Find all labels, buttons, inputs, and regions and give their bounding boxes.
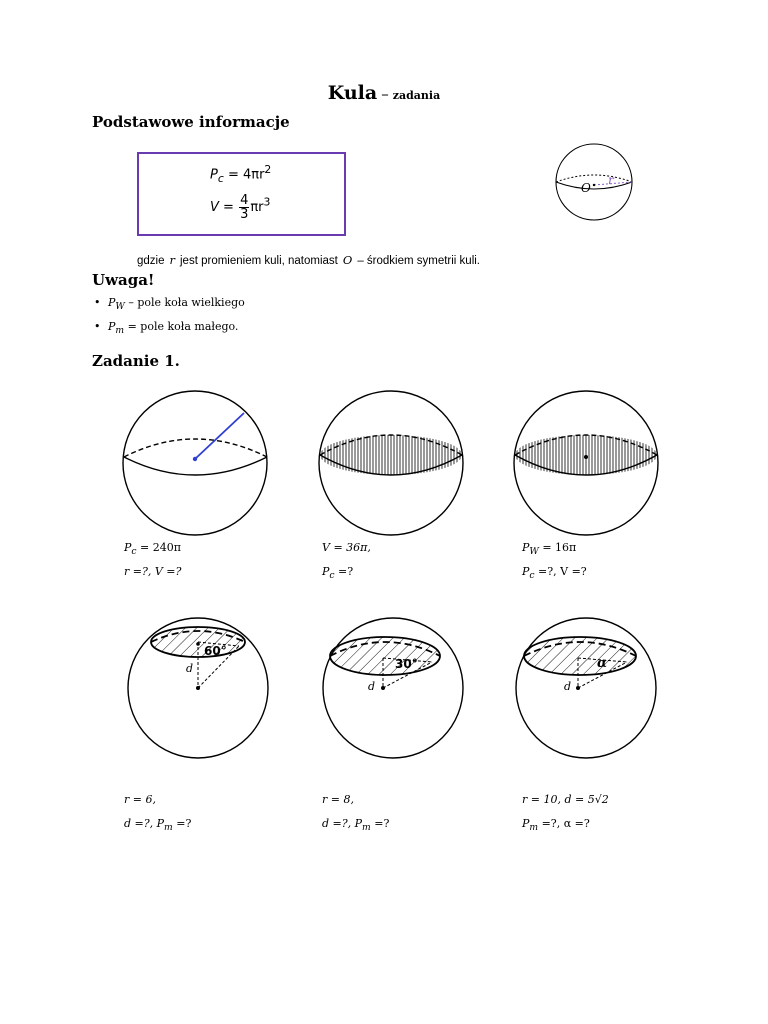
d-label: d bbox=[368, 680, 376, 693]
formula-volume bbox=[210, 194, 270, 221]
title-sub: zadania bbox=[392, 89, 441, 102]
cap-line2a: d =?, P bbox=[124, 817, 165, 830]
task-caption-5a bbox=[322, 793, 354, 806]
list-item bbox=[108, 296, 245, 312]
task-caption-5b bbox=[322, 817, 389, 833]
cap-line1: r = 10, d = 5√2 bbox=[522, 793, 609, 806]
note-symbol: P bbox=[108, 296, 116, 309]
task-caption-3b bbox=[522, 565, 587, 581]
note-text: = pole koła małego. bbox=[124, 320, 239, 333]
pc-rhs: = 4πr bbox=[223, 167, 265, 183]
cap-line1: r = 6, bbox=[124, 793, 156, 806]
note-symbol: P bbox=[108, 320, 116, 333]
task-caption-4b bbox=[124, 817, 191, 833]
task-caption-2b bbox=[322, 565, 353, 581]
cap-line1: V = 36π, bbox=[322, 541, 371, 554]
d-label: d bbox=[564, 680, 572, 693]
cap-rest: =? bbox=[334, 565, 354, 578]
task-caption-3a bbox=[522, 541, 576, 557]
cap-sym: P bbox=[522, 541, 530, 554]
angle-label: α bbox=[597, 656, 608, 671]
cap-sub: m bbox=[362, 822, 371, 834]
definition-line bbox=[137, 253, 480, 267]
definition-var-o: O bbox=[342, 253, 353, 267]
cap-sym: P bbox=[322, 565, 330, 578]
v-exponent: 3 bbox=[263, 195, 271, 209]
cap-sub: c bbox=[529, 570, 535, 582]
definition-before: gdzie bbox=[137, 255, 165, 267]
pc-subscript: c bbox=[217, 171, 224, 185]
note-subscript: W bbox=[115, 301, 125, 313]
note-subscript: m bbox=[115, 325, 125, 337]
cap-sym: P bbox=[124, 541, 132, 554]
cap-sub: m bbox=[164, 822, 173, 834]
task1-figure-1 bbox=[122, 389, 270, 537]
diagram-label-r: r bbox=[608, 173, 614, 187]
cap-sub: c bbox=[329, 570, 335, 582]
task1-figure-6 bbox=[513, 620, 658, 758]
cap-rest: = 240π bbox=[136, 541, 181, 554]
task-caption-1b bbox=[124, 565, 181, 578]
v-denominator: 3 bbox=[240, 207, 249, 222]
task-caption-2a bbox=[322, 541, 371, 554]
cap-line1: r = 8, bbox=[322, 793, 354, 806]
cap-line2b: =?, α =? bbox=[538, 817, 590, 830]
cap-sym: P bbox=[522, 565, 530, 578]
cap-sub: m bbox=[529, 822, 539, 834]
cap-line2a: d =?, P bbox=[322, 817, 363, 830]
definition-middle: jest promieniem kuli, natomiast bbox=[180, 255, 338, 267]
cap-line2b: =? bbox=[172, 817, 192, 830]
v-rhs: πr bbox=[250, 200, 264, 215]
pc-exponent: 2 bbox=[264, 163, 272, 176]
v-numerator: 4 bbox=[240, 193, 249, 208]
pc-symbol: P bbox=[210, 167, 218, 183]
list-item bbox=[108, 320, 238, 336]
task-caption-6a bbox=[522, 793, 609, 806]
cap-rest: = 16π bbox=[538, 541, 577, 554]
cap-line2b: =? bbox=[370, 817, 390, 830]
angle-label: 60° bbox=[204, 644, 227, 658]
note-text: – pole koła wielkiego bbox=[124, 296, 245, 309]
task-caption-4a bbox=[124, 793, 156, 806]
cap-sub: W bbox=[529, 546, 539, 558]
section-basic-heading: Podstawowe informacje bbox=[92, 113, 290, 131]
section-note-heading: Uwaga! bbox=[92, 271, 155, 289]
title-dash: – bbox=[381, 85, 389, 103]
definition-after: – środkiem symetrii kuli. bbox=[357, 255, 481, 267]
task1-figure-5 bbox=[320, 620, 465, 758]
d-label: d bbox=[186, 662, 194, 675]
cap-line2a: P bbox=[522, 817, 530, 830]
sphere-diagram bbox=[552, 142, 638, 222]
task1-figure-4 bbox=[125, 620, 270, 758]
v-lhs: V = bbox=[210, 200, 239, 215]
task-caption-6b bbox=[522, 817, 590, 833]
task1-figure-2 bbox=[318, 389, 466, 537]
definition-var-r: r bbox=[169, 253, 175, 267]
cap-line2: r =?, V =? bbox=[124, 565, 182, 578]
v-fraction bbox=[239, 194, 249, 221]
formula-surface-area bbox=[210, 163, 271, 185]
page-title bbox=[0, 82, 768, 104]
cap-rest: =?, V =? bbox=[534, 565, 587, 578]
title-main: Kula bbox=[327, 82, 378, 104]
task1-figure-3 bbox=[513, 389, 661, 537]
diagram-label-o: O bbox=[581, 181, 591, 195]
section-task1-heading: Zadanie 1. bbox=[92, 352, 180, 370]
cap-sub: c bbox=[131, 546, 137, 558]
angle-label: 30° bbox=[395, 657, 418, 671]
task-caption-1a bbox=[124, 541, 181, 557]
